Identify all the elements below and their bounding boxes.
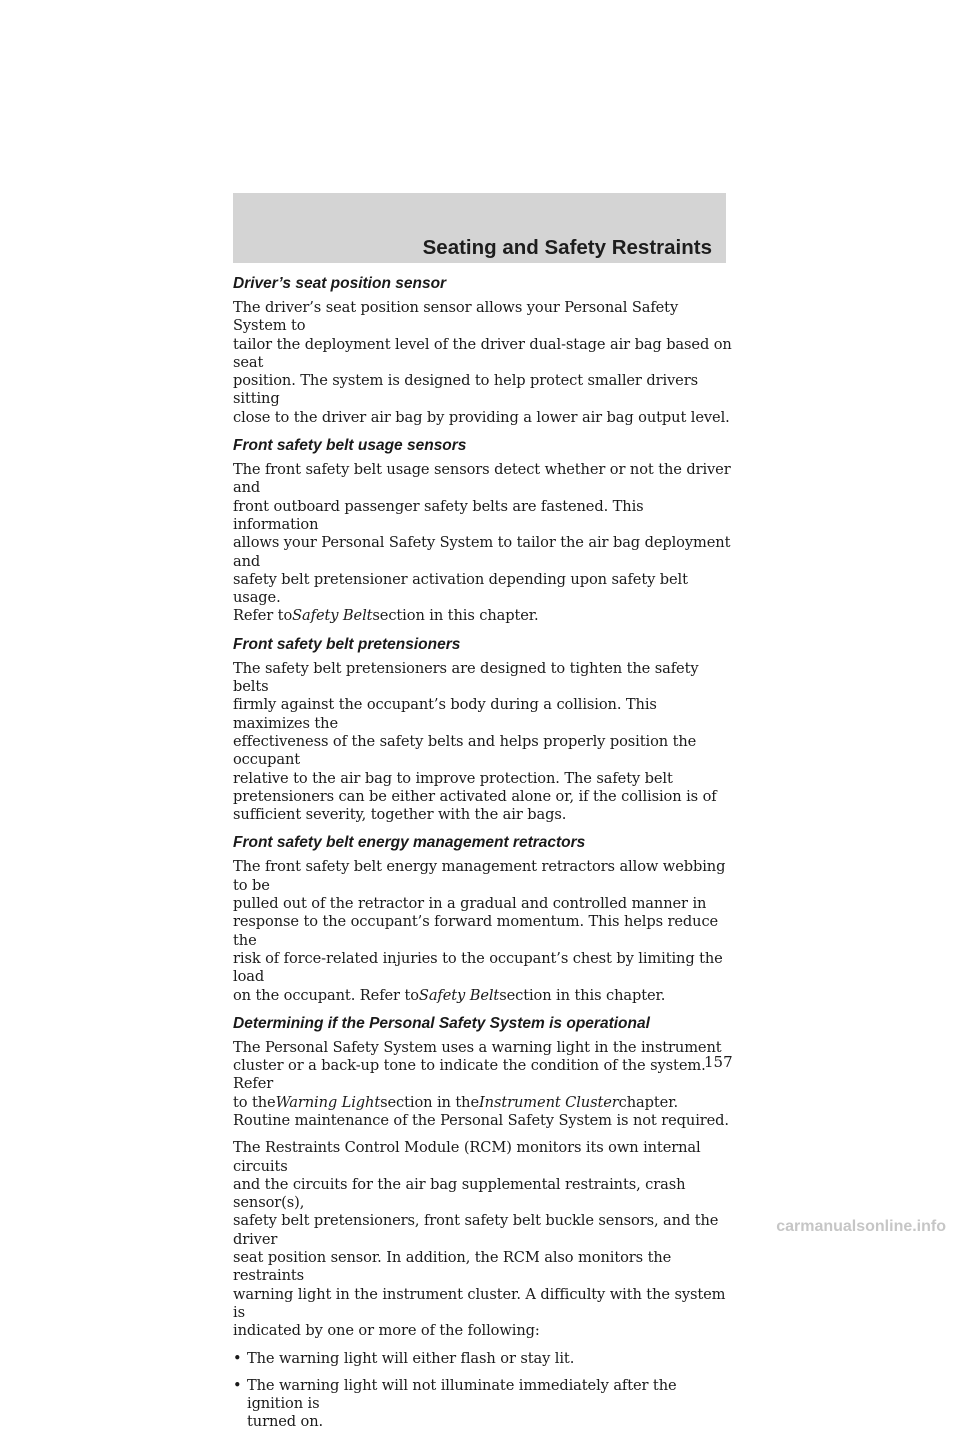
- bullet-item: [233, 1377, 733, 1432]
- text-line: position. The system is designed to help protect smaller drivers sitting: [233, 372, 698, 408]
- bullet-icon: •: [233, 1349, 242, 1367]
- text-line: relative to the air bag to improve protection. The safety belt: [233, 769, 673, 787]
- content: [233, 274, 733, 1441]
- paragraph: [233, 858, 733, 1004]
- text-line: indicated by one or more of the following:: [233, 1322, 540, 1340]
- text-line: The Personal Safety System uses a warning light in the instrument: [233, 1038, 722, 1056]
- refer-prefix: to the: [233, 1093, 276, 1111]
- text-line: tailor the deployment level of the driver dual-stage air bag based on seat: [233, 335, 732, 371]
- paragraph: [233, 660, 733, 825]
- bullet-item: [233, 1350, 733, 1368]
- text-line: close to the driver air bag by providing a lower air bag output level.: [233, 408, 730, 426]
- text-line: response to the occupant’s forward momentum. This helps reduce the: [233, 913, 719, 949]
- section-front-safety-belt-pretensioners: [233, 635, 733, 825]
- text-line: effectiveness of the safety belts and helps properly position the occupant: [233, 732, 697, 769]
- text-line: sufficient severity, together with the air bags.: [233, 806, 567, 824]
- cross-reference-link[interactable]: Warning Light: [275, 1093, 381, 1111]
- section-heading: Driver’s seat position sensor: [233, 275, 447, 292]
- text-line: The front safety belt usage sensors detect whether or not the driver and: [233, 461, 731, 497]
- paragraph: [233, 1039, 733, 1130]
- paragraph: [233, 299, 733, 427]
- header-band: [233, 193, 726, 263]
- bullet-text: The warning light will not illuminate immediately after the ignition is: [247, 1376, 677, 1413]
- text-line: The front safety belt energy management retractors allow webbing to be: [233, 858, 726, 894]
- cross-reference-link[interactable]: Safety Belt: [292, 607, 373, 625]
- page-number: 157: [704, 1053, 733, 1071]
- text-line: allows your Personal Safety System to tailor the air bag deployment and: [233, 534, 731, 570]
- text-line: The driver’s seat position sensor allows your Personal Safety System to: [233, 299, 679, 335]
- cross-reference-link[interactable]: Safety Belt: [418, 986, 500, 1004]
- refer-mid: section in the: [380, 1093, 479, 1111]
- section-front-safety-belt-energy-management-retractors: [233, 833, 733, 1004]
- text-line: The safety belt pretensioners are designed to tighten the safety belts: [233, 659, 699, 696]
- text-line: The Restraints Control Module (RCM) monitors its own internal circuits: [233, 1139, 701, 1175]
- text-line: pretensioners can be either activated alone or, if the collision is of: [233, 787, 717, 805]
- text-line: safety belt pretensioners, front safety belt buckle sensors, and the driver: [233, 1212, 719, 1248]
- bullet-text: The warning light will either flash or stay lit.: [247, 1349, 575, 1367]
- section-heading: Front safety belt usage sensors: [233, 437, 467, 455]
- text-line: warning light in the instrument cluster. A difficulty with the system is: [233, 1285, 726, 1321]
- bullet-text: turned on.: [247, 1413, 324, 1431]
- bullet-icon: •: [233, 1376, 242, 1394]
- page-title: Seating and Safety Restraints: [422, 236, 712, 259]
- section-front-safety-belt-usage-sensors: [233, 436, 733, 626]
- paragraph: [233, 1139, 733, 1340]
- text-line: Routine maintenance of the Personal Safety System is not required.: [233, 1111, 729, 1129]
- section-determining-operational: [233, 1014, 733, 1432]
- watermark: carmanualsonline.info: [776, 1218, 946, 1235]
- text-line: firmly against the occupant’s body during a collision. This maximizes the: [233, 696, 657, 732]
- refer-prefix: Refer to: [233, 607, 293, 625]
- refer-suffix: chapter.: [618, 1093, 678, 1111]
- cross-reference-link[interactable]: Instrument Cluster: [479, 1093, 619, 1111]
- text-line: seat position sensor. In addition, the RCM also monitors the restraints: [233, 1249, 672, 1285]
- section-heading: Front safety belt pretensioners: [233, 635, 461, 653]
- refer-suffix: section in this chapter.: [499, 986, 666, 1004]
- text-line: front outboard passenger safety belts are fastened. This information: [233, 497, 644, 533]
- section-drivers-seat-position-sensor: [233, 274, 733, 427]
- section-heading: Determining if the Personal Safety System is operational: [233, 1014, 650, 1032]
- refer-suffix: section in this chapter.: [372, 607, 539, 625]
- section-heading: Front safety belt energy management retractors: [233, 834, 586, 852]
- text-line: safety belt pretensioner activation depending upon safety belt usage.: [233, 570, 688, 607]
- paragraph: [233, 461, 733, 626]
- text-line: and the circuits for the air bag supplemental restraints, crash sensor(s),: [233, 1175, 686, 1212]
- text-line: risk of force-related injuries to the occupant’s chest by limiting the load: [233, 949, 723, 986]
- refer-prefix: on the occupant. Refer to: [233, 986, 419, 1004]
- text-line: pulled out of the retractor in a gradual and controlled manner in: [233, 895, 707, 913]
- bullet-list: [233, 1350, 733, 1432]
- text-line: cluster or a back-up tone to indicate the condition of the system. Refer: [233, 1057, 706, 1093]
